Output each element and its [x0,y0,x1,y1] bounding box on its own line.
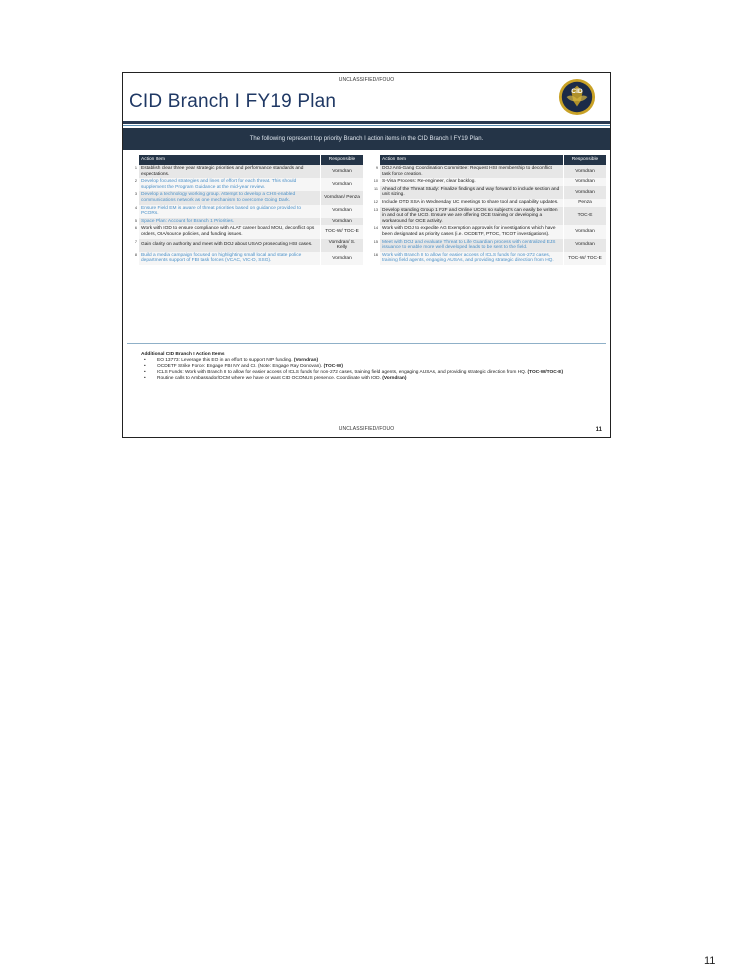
action-item-text: Work with Branch II to allow for easier access of ICLS funds for non-272 cases, training field agents, engaging AUSAs, and providing strategic direction from HQ. [380,252,564,265]
action-item-text: Work with DOJ to expedite AG Exemption approvals for investigations which have been designated as priority cases (i.e. OCDETF, PTOC, TICOT investigations). [380,225,564,238]
section-divider [127,343,606,344]
responsible-cell: Vorndran [564,225,607,238]
slide [122,72,611,438]
responsible-cell: Vorndran [321,165,364,178]
action-item-text: DOJ Anti-Gang Coordination Committee: Request HSI membership to deconflict task force creation. [380,165,564,178]
table-row [127,218,363,226]
row-number: 9 [375,166,378,170]
slide-title: CID Branch I FY19 Plan [129,91,337,112]
action-item-text: Work with IOD to ensure compliance with ALAT career board MOU, deconflict ops orders, OIA/source policies, and funding issues. [139,225,321,238]
row-number: 10 [373,179,378,184]
table-row [127,165,363,178]
row-number: 16 [373,252,378,257]
table-row [127,225,363,238]
table-row [368,239,606,252]
action-item-text: Develop standing Group 1 F2F and Online UCOs so subject's can easily be written in and out of the UCO. Ensure we are offering OCE training or developing a workaround for OCE activity. [380,207,564,226]
responsible-cell: Vorndran [564,186,607,199]
row-number: 7 [134,239,137,244]
additional-item-owner: (TOC-W/TOC-E) [527,370,564,375]
table-row [127,205,363,218]
responsible-cell: Vorndran [321,218,364,226]
action-item-text: Develop a technology working group. Attempt to develop a CHS-enabled communications network as one mechanism to overcome Going Dark. [139,191,321,204]
action-items-table-right [368,155,606,265]
table-row [127,252,363,265]
responsible-cell: Vorndran [321,205,364,218]
row-number: 5 [134,218,137,223]
additional-item-text: EO 13773: Leverage this EO in an effort to support NIP funding. [157,358,293,363]
action-item-text: Include OTD SSA in Wednesday UC meetings to share tool and capability updates. [380,199,564,207]
responsible-cell: TOC-W/ TOC-E [321,225,364,238]
additional-item-text: Routine calls to Ambassador/DCM where we have or want CID OCONUS presence. Coordinate with IOD. [157,376,381,381]
responsible-cell: Vorndran/ S. Kelly [321,239,364,252]
responsible-cell: Vorndran [321,178,364,191]
additional-item-text: ICLS Funds: Work with Branch II to allow for easier access of ICLS funds for non-272 cases, training field agents, engaging AUSAs, and providing strategic direction from HQ. [157,370,527,375]
column-header-responsible: Responsible [321,155,364,165]
table-row [368,207,606,226]
row-number: 6 [134,226,137,231]
row-number: 1 [134,166,137,170]
table-row [127,239,363,252]
action-item-text: Meet with DOJ and evaluate Threat to Life Guardian process with centralized EJS issuance to enable more well developed leads to be sent to the field. [380,239,564,252]
table-row [368,165,606,178]
action-item-text: Gain clarity on authority and meet with DOJ about USAO prosecuting HSI cases. [139,239,321,252]
title-rule [123,121,610,124]
page-number: 11 [704,955,716,967]
classification-top: UNCLASSIFIED//FOUO [338,77,395,83]
title-rule-accent [123,125,610,126]
table-row [127,191,363,204]
table-row [368,252,606,265]
table-row [127,178,363,191]
intro-banner: The following represent top priority Branch I action items in the CID Branch I FY19 Plan. [123,128,610,150]
action-item-text: Develop focused strategies and lines of effort for each threat. This should supplement the Program Guidance at the mid-year review. [139,178,321,191]
additional-item-owner: (Vorndran) [382,376,407,381]
additional-items-list [141,358,601,382]
column-header-action-item: Action Item [139,155,321,165]
responsible-cell: TOC-W/ TOC-E [564,252,607,265]
row-number: 14 [373,226,378,231]
column-header-action-item: Action Item [380,155,564,165]
action-items-table-left [127,155,363,265]
row-number: 11 [374,186,378,191]
table-row [368,178,606,186]
action-item-text: Build a media campaign focused on highlighting small local and state police departments support of FBI task forces (VCAC, VIC-D, SSG). [139,252,321,265]
responsible-cell: Vorndran/ Penza [321,191,364,204]
responsible-cell: Penza [564,199,607,207]
action-item-text: Ahead of the Threat Study: Finalize findings and way forward to include section and unit sizing. [380,186,564,199]
responsible-cell: Vorndran [564,178,607,186]
additional-items-section [141,352,601,382]
additional-item-owner: (Vorndran) [293,358,319,363]
row-number: 4 [134,205,137,210]
responsible-cell: Vorndran [564,165,607,178]
responsible-cell: Vorndran [564,239,607,252]
column-header-responsible: Responsible [564,155,607,165]
classification-bottom: UNCLASSIFIED//FOUO [338,426,395,432]
responsible-cell: TOC-E [564,207,607,226]
action-item-text: Establish clear three year strategic priorities and performance standards and expectations. [139,165,321,178]
row-number: 15 [373,239,378,244]
table-row [368,225,606,238]
additional-item-owner: (TOC-W) [323,364,343,369]
seal-text: CID [571,88,583,96]
table-row [368,186,606,199]
action-item-text: S-Visa Process: Re-engineer, clear backlog. [380,178,564,186]
row-number: 8 [134,252,137,257]
cid-seal-icon [558,78,596,116]
row-number: 13 [373,207,378,212]
responsible-cell: Vorndran [321,252,364,265]
table-row [368,199,606,207]
row-number: 3 [134,192,137,197]
additional-item-text: OCDETF Strike Force: Engage FBI NY and CI. (Note: Engage Ray Donovan). [157,364,323,369]
action-item-text: Ensure Field EM is aware of threat priorities based on guidance provided to PCORs. [139,205,321,218]
row-number: 12 [373,199,378,204]
list-item [141,376,601,382]
additional-items-heading: Additional CID Branch I Action Items [141,352,225,357]
action-item-text: Space Plan: Account for Branch 1 Priorities. [139,218,321,226]
row-number: 2 [134,179,137,184]
slide-number: 11 [595,427,602,433]
